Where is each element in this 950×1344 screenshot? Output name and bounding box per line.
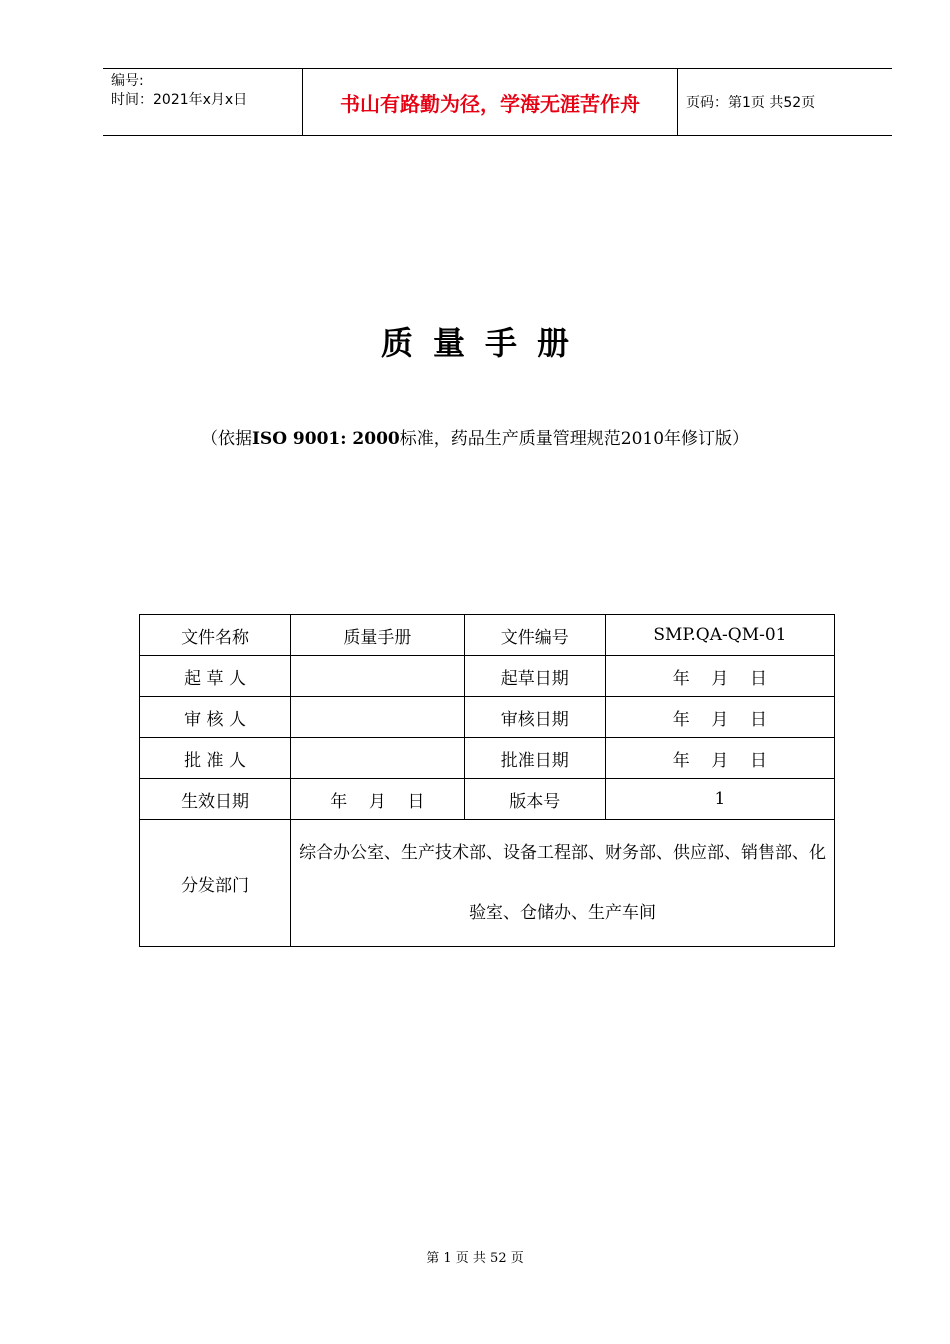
document-info-table: [139, 614, 835, 947]
document-number-label: 编号:: [111, 73, 144, 89]
table-cell: 批 准 人: [140, 738, 291, 779]
table-row: [140, 820, 835, 947]
header-motto: 书山有路勤为径，学海无涯苦作舟: [303, 69, 678, 135]
table-row: [140, 656, 835, 697]
page-header: [103, 68, 892, 136]
table-cell: SMP.QA-QM-01: [605, 615, 834, 656]
table-cell: 质量手册: [291, 615, 464, 656]
table-cell: 批准日期: [464, 738, 605, 779]
table-cell: 年 月 日: [605, 697, 834, 738]
subtitle-standard: ISO 9001: 2000: [251, 429, 400, 449]
table-cell: [291, 697, 464, 738]
subtitle-prefix: （依据: [200, 429, 252, 449]
subtitle-year: 2010: [620, 429, 665, 449]
document-time-label: 时间：2021年x月x日: [111, 92, 248, 108]
table-cell: 年 月 日: [605, 656, 834, 697]
table-cell: [291, 656, 464, 697]
table-cell: 文件编号: [464, 615, 605, 656]
table-cell: 版本号: [464, 779, 605, 820]
table-cell: 年 月 日: [291, 779, 464, 820]
header-page-label: 页码：第1页 共52页: [686, 95, 816, 111]
table-cell: 1: [605, 779, 834, 820]
table-cell: [291, 738, 464, 779]
table-cell: 起草日期: [464, 656, 605, 697]
page-footer: 第 1 页 共 52 页: [426, 1251, 524, 1266]
table-cell: 审 核 人: [140, 697, 291, 738]
table-cell: 起 草 人: [140, 656, 291, 697]
table-cell: 年 月 日: [605, 738, 834, 779]
header-meta: [103, 69, 303, 135]
table-cell: 审核日期: [464, 697, 605, 738]
table-cell: 文件名称: [140, 615, 291, 656]
table-row: [140, 738, 835, 779]
table-row: [140, 615, 835, 656]
table-row: [140, 779, 835, 820]
subtitle-middle: 标准，药品生产质量管理规范: [399, 429, 621, 449]
table-cell: 生效日期: [140, 779, 291, 820]
dept-label-cell: 分发部门: [140, 820, 291, 947]
document-subtitle: [0, 424, 950, 449]
subtitle-suffix: 年修订版）: [664, 429, 750, 449]
document-title: 质量手册: [380, 324, 589, 362]
table-row: [140, 697, 835, 738]
dept-value-cell: 综合办公室、生产技术部、设备工程部、财务部、供应部、销售部、化验室、仓储办、生产车间: [291, 820, 835, 947]
